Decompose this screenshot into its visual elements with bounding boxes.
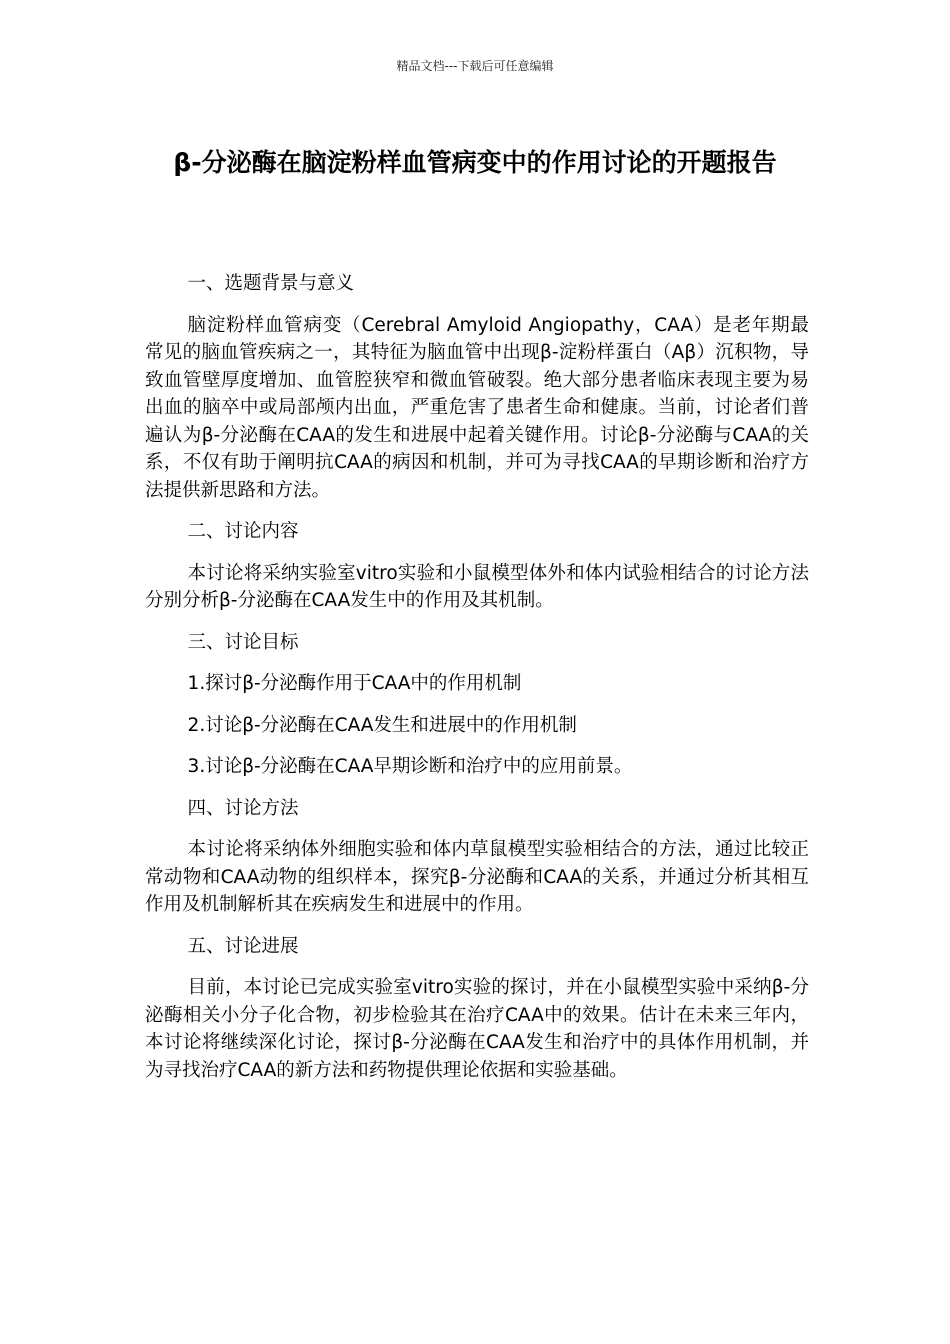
paragraph-methods: 本讨论将采纳体外细胞实验和体内草鼠模型实验相结合的方法，通过比较正常动物和CAA动物的组织样本，探究β-分泌酶和CAA的关系，并通过分析其相互作用及机制解析其在疾病发生和进展中的作用。 xyxy=(145,839,809,915)
paragraph-content: 本讨论将采纳实验室vitro实验和小鼠模型体外和体内试验相结合的讨论方法分别分析β-分泌酶在CAA发生中的作用及其机制。 xyxy=(145,562,809,611)
document-body xyxy=(145,270,809,1098)
page-header: 精品文档---下载后可任意编辑 xyxy=(396,59,554,73)
section-heading-content: 二、讨论内容 xyxy=(187,521,299,542)
section-heading-progress: 五、讨论进展 xyxy=(187,935,299,957)
paragraph-progress: 目前，本讨论已完成实验室vitro实验的探讨，并在小鼠模型实验中采纳β-分泌酶相关小分子化合物，初步检验其在治疗CAA中的效果。估计在未来三年内，本讨论将继续深化讨论，探讨β-分泌酶在CAA发生和治疗中的具体作用机制，并为寻找治疗CAA的新方法和药物提供理论依据和实验基础。 xyxy=(145,977,809,1081)
paragraph-background: 脑淀粉样血管病变（Cerebral Amyloid Angiopathy，CAA）是老年期最常见的脑血管疾病之一，其特征为脑血管中出现β-淀粉样蛋白（Aβ）沉积物，导致血管壁厚度增加、血管腔狭窄和微血管破裂。绝大部分患者临床表现主要为易出血的脑卒中或局部颅内出血，严重危害了患者生命和健康。当前，讨论者们普遍认为β-分泌酶在CAA的发生和进展中起着关键作用。讨论β-分泌酶与CAA的关系，不仅有助于阐明抗CAA的病因和机制，并可为寻找CAA的早期诊断和治疗方法提供新思路和方法。 xyxy=(145,314,809,501)
goal-item: 3.讨论β-分泌酶在CAA早期诊断和治疗中的应用前景。 xyxy=(187,756,633,777)
section-heading-goals: 三、讨论目标 xyxy=(187,631,299,653)
section-heading-methods: 四、讨论方法 xyxy=(187,797,299,819)
section-heading-background: 一、选题背景与意义 xyxy=(187,273,355,294)
goal-item: 2.讨论β-分泌酶在CAA发生和进展中的作用机制 xyxy=(187,714,577,736)
goal-item: 1.探讨β-分泌酶作用于CAA中的作用机制 xyxy=(187,673,522,694)
document-title: β-分泌酶在脑淀粉样血管病变中的作用讨论的开题报告 xyxy=(173,148,777,177)
